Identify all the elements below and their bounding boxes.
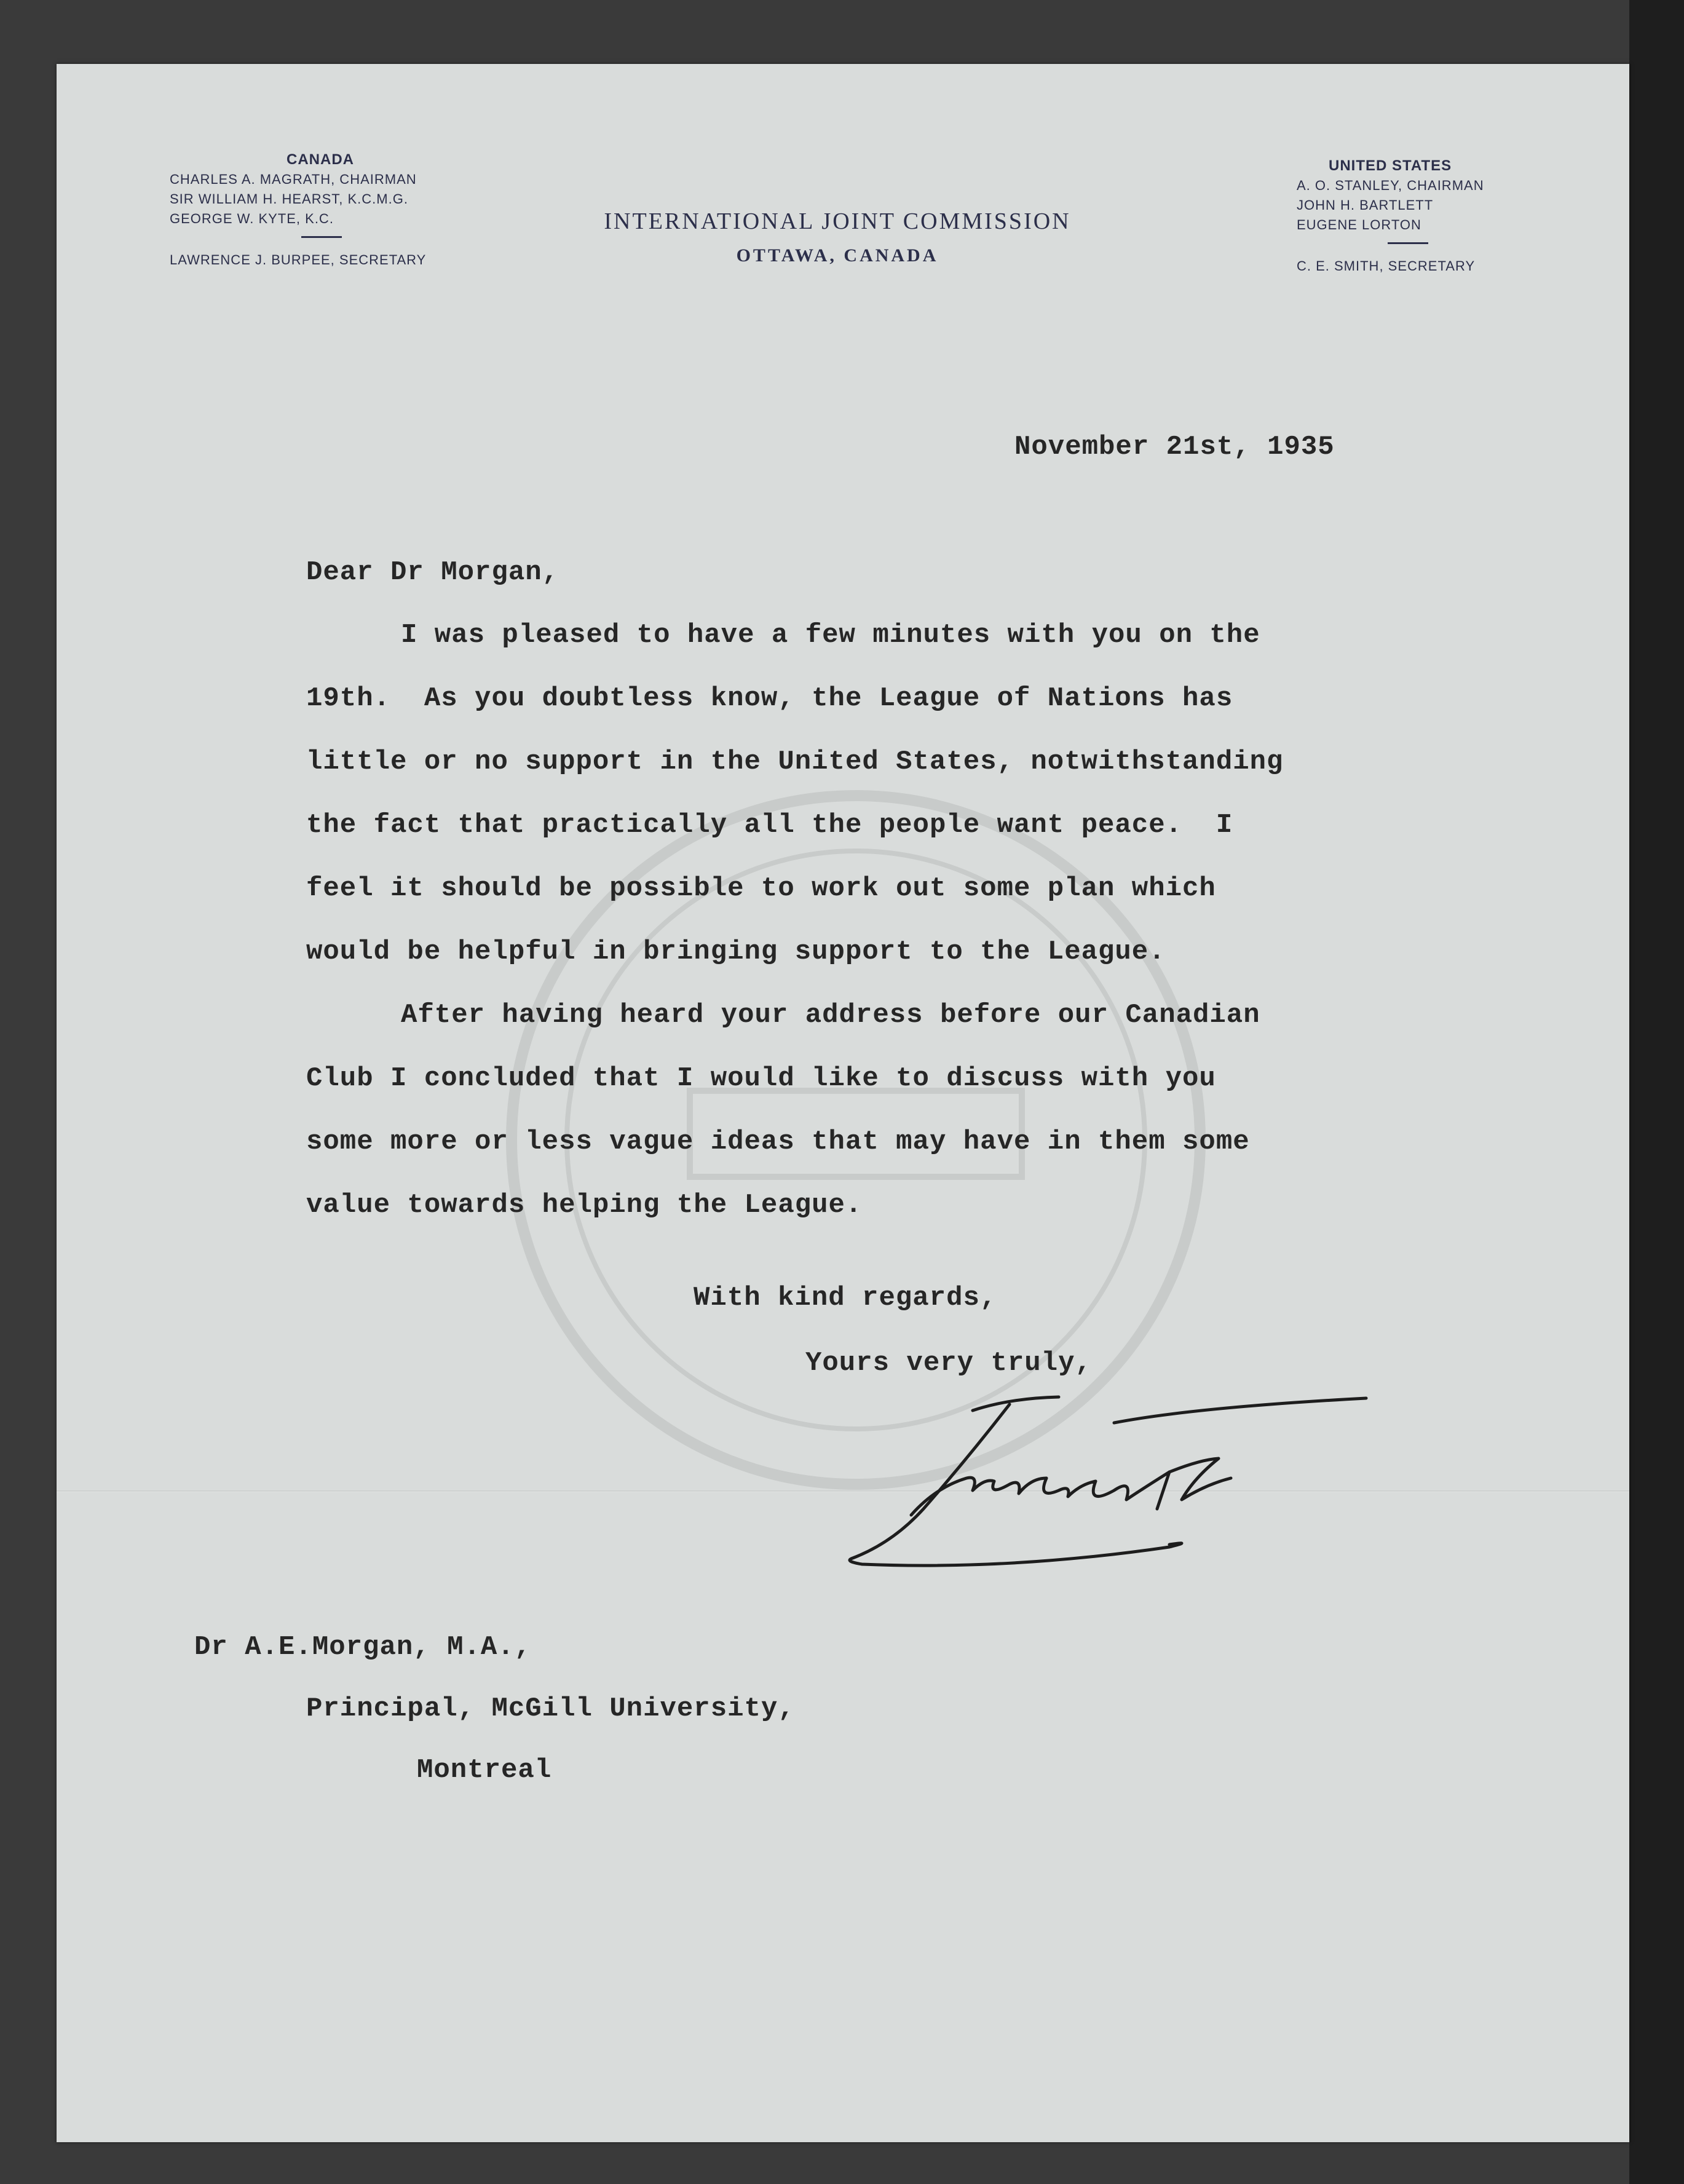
letterhead-united-states <box>1297 156 1484 276</box>
recipient-city: Montreal <box>417 1755 552 1786</box>
canada-member: SIR WILLIAM H. HEARST, K.C.M.G. <box>170 191 408 207</box>
divider <box>301 236 342 238</box>
us-member: A. O. STANLEY, CHAIRMAN <box>1297 178 1484 193</box>
canada-secretary: LAWRENCE J. BURPEE, SECRETARY <box>170 252 427 267</box>
body-line: some more or less vague ideas that may have in them some <box>306 1126 1250 1157</box>
commission-location: OTTAWA, CANADA <box>736 245 939 266</box>
us-member: EUGENE LORTON <box>1297 217 1421 232</box>
body-line: I was pleased to have a few minutes with you on the <box>401 620 1260 651</box>
body-line: feel it should be possible to work out some plan which <box>306 873 1216 904</box>
canada-member: CHARLES A. MAGRATH, CHAIRMAN <box>170 172 417 187</box>
recipient-title: Principal, McGill University, <box>306 1693 795 1724</box>
closing-yours: Yours very truly, <box>805 1348 1092 1379</box>
body-line: Club I concluded that I would like to discuss with you <box>306 1063 1216 1094</box>
body-line: would be helpful in bringing support to the League. <box>306 936 1166 967</box>
body-line: value towards helping the League. <box>306 1190 863 1221</box>
body-line: little or no support in the United States, notwithstanding <box>306 746 1284 777</box>
divider <box>1388 242 1428 244</box>
body-line: After having heard your address before our Canadian <box>401 1000 1260 1031</box>
body-line: the fact that practically all the people want peace. I <box>306 810 1233 841</box>
letter-sheet <box>57 64 1629 2142</box>
letter-date: November 21st, 1935 <box>1014 432 1335 462</box>
letterhead-canada <box>170 150 426 270</box>
canada-member: GEORGE W. KYTE, K.C. <box>170 211 334 226</box>
us-secretary: C. E. SMITH, SECRETARY <box>1297 258 1476 274</box>
salutation: Dear Dr Morgan, <box>306 557 559 588</box>
frame-edge <box>1629 0 1684 2184</box>
closing-regards: With kind regards, <box>694 1283 997 1313</box>
us-heading: UNITED STATES <box>1329 157 1452 174</box>
letterhead-center <box>524 204 1151 273</box>
canada-heading: CANADA <box>287 151 354 168</box>
recipient-name: Dr A.E.Morgan, M.A., <box>194 1632 532 1663</box>
handwritten-signature <box>825 1386 1391 1583</box>
body-line: 19th. As you doubtless know, the League of Nations has <box>306 683 1233 714</box>
commission-title: INTERNATIONAL JOINT COMMISSION <box>604 208 1071 234</box>
us-member: JOHN H. BARTLETT <box>1297 197 1434 213</box>
